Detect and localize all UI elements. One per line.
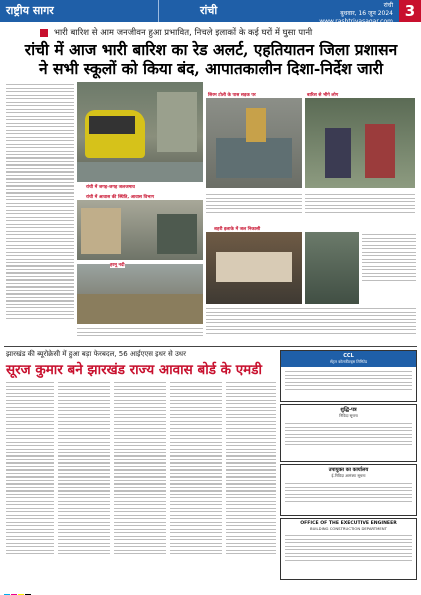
- ad3-title: उपायुक्त का कार्यालय: [328, 467, 369, 473]
- masthead-divider: [158, 0, 159, 22]
- ad1-title: CCL: [343, 353, 354, 359]
- photo5-caption: शहरी इलाके में जल निकासी: [214, 227, 261, 232]
- story2-column-2: [58, 380, 110, 580]
- photo-housing-street: [77, 200, 203, 260]
- photo3-caption: बारिश से भीगे लोग: [307, 93, 339, 98]
- photo-team-inspection: [305, 232, 359, 304]
- photo4-caption: रांची में आवास की स्थिति, आवास विभाग: [86, 195, 155, 200]
- ad1-subtitle: सेंट्रल कोलफील्ड्स लिमिटेड: [329, 359, 368, 364]
- lead-body-column-3: [305, 192, 415, 222]
- kicker-marker: [40, 29, 48, 37]
- ad2-subtitle: निविदा सूचना: [339, 413, 358, 418]
- print-registration-marks: [4, 584, 417, 589]
- photo-road-flooding: [206, 98, 302, 188]
- page-number: 3: [399, 0, 421, 22]
- ad-executive-engineer: [280, 518, 417, 580]
- ad2-title: शुद्धि-पत्र: [340, 407, 357, 413]
- ad-corrigendum: [280, 404, 417, 462]
- story2-column-5: [226, 380, 276, 580]
- date-text: बुधवार, 16 जून 2024: [340, 10, 393, 17]
- newspaper-logo: राष्ट्रीय सागर: [6, 4, 54, 17]
- photo-people-in-rain: [305, 98, 415, 188]
- story2-headline: सूरज कुमार बने झारखंड राज्य आवास बोर्ड के एमडी: [6, 362, 262, 378]
- lead-body-column-4: [362, 232, 416, 304]
- ad4-title: OFFICE OF THE EXECUTIVE ENGINEER: [300, 521, 397, 526]
- lead-headline-line-1: रांची में आज भारी बारिश का रेड अलर्ट, एहतियातन जिला प्रशासन: [24, 40, 398, 59]
- lead-headline: [6, 40, 416, 78]
- photo2-caption: सिरम टोली के पास सड़क पर: [208, 93, 256, 98]
- story2-column-1: [6, 380, 54, 580]
- ad3-subtitle: ई-निविदा आमंत्रण सूचना: [331, 473, 366, 478]
- lead-body-column-1: [6, 82, 74, 342]
- photo6-caption: हरमू नदी: [110, 263, 125, 268]
- date-city: रांची: [383, 2, 393, 9]
- ad-ccl: [280, 350, 417, 402]
- lead-body-column-5: [77, 326, 203, 344]
- photo-river: [77, 264, 203, 324]
- story2-column-4: [170, 380, 222, 580]
- ad4-subtitle: BUILDING CONSTRUCTION DEPARTMENT: [310, 526, 387, 531]
- lead-kicker: भारी बारिश से आम जनजीवन हुआ प्रभावित, निचले इलाकों के कई घरों में घुसा पानी: [54, 28, 313, 38]
- edition-city: रांची: [200, 4, 218, 17]
- masthead: [0, 0, 421, 25]
- ad-deputy-commissioner: [280, 464, 417, 516]
- lead-body-column-2: [206, 192, 302, 222]
- lead-body-column-6: [206, 306, 416, 344]
- date-block: [319, 2, 393, 26]
- story2-kicker: झारखंड की ब्यूरोक्रेसी में हुआ बड़ा फेरबदल, 56 आईएएस इधर से उधर: [6, 350, 186, 358]
- photo-interior-flooded: [206, 232, 302, 304]
- lead-headline-line-2: ने सभी स्कूलों को किया बंद, आपातकालीन दिशा-निर्देश जारी: [39, 59, 383, 78]
- website-text: www.rashtriyasagar.com: [319, 18, 393, 25]
- section-divider: [4, 346, 417, 347]
- photo1-caption: रांची में जगह-जगह जलजमाव: [86, 185, 135, 190]
- photo-waterlogged-street: [77, 82, 203, 182]
- story2-column-3: [114, 380, 166, 580]
